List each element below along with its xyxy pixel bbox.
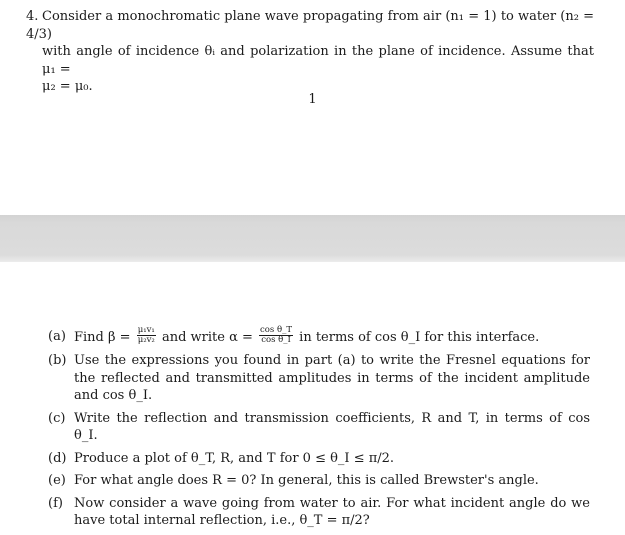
problem-statement xyxy=(26,8,594,96)
part-b xyxy=(48,352,590,405)
problem-line-1: Consider a monochromatic plane wave propagating from air (n₁ = 1) to water (n₂ = 4/3) xyxy=(26,9,594,42)
problem-line-2: with angle of incidence θᵢ and polarization in the plane of incidence. Assume that μ₁ = xyxy=(42,44,594,77)
part-a xyxy=(48,325,590,347)
part-text: Produce a plot of θ_T, R, and T for 0 ≤ θ_I ≤ π/2. xyxy=(74,450,395,466)
part-a-text-end: in terms of cos θ_I for this interface. xyxy=(295,330,540,345)
beta-fraction xyxy=(137,326,156,345)
part-text: Now consider a wave going from water to air. For what incident angle do we have total internal reflection, i.e., θ_T = π/2? xyxy=(74,495,590,528)
problem-number: 4. xyxy=(26,9,39,24)
part-text: Write the reflection and transmission coefficients, R and T, in terms of cos θ_I. xyxy=(74,410,590,443)
part-text: For what angle does R = 0? In general, this is called Brewster's angle. xyxy=(74,473,539,488)
page-separator xyxy=(0,215,625,262)
part-label: (c) xyxy=(48,410,66,426)
part-label: (b) xyxy=(48,353,67,368)
document-page-top xyxy=(0,0,625,215)
problem-parts-list xyxy=(48,325,590,535)
part-d xyxy=(48,450,590,468)
part-label: (a) xyxy=(48,329,66,344)
part-a-text-start: Find β = xyxy=(74,330,135,345)
part-a-text-mid: and write α = xyxy=(157,330,258,345)
part-f xyxy=(48,495,590,530)
page-number: 1 xyxy=(308,92,317,107)
alpha-fraction xyxy=(259,326,293,345)
part-e xyxy=(48,472,590,490)
document-page-bottom xyxy=(0,262,625,528)
part-label: (f) xyxy=(48,495,63,511)
part-label: (d) xyxy=(48,450,67,466)
part-c xyxy=(48,410,590,445)
alpha-denominator: cos θ_I xyxy=(261,335,291,345)
beta-denominator: μ₂v₂ xyxy=(137,335,155,345)
part-label: (e) xyxy=(48,473,66,488)
problem-line-3: μ₂ = μ₀. xyxy=(42,79,93,94)
alpha-numerator: cos θ_T xyxy=(260,325,293,335)
beta-numerator: μ₁v₁ xyxy=(137,325,155,335)
part-text: Use the expressions you found in part (a) to write the Fresnel equations for the reflected and transmitted amplitudes in terms of the incident amplitude and cos θ_I. xyxy=(74,353,590,403)
